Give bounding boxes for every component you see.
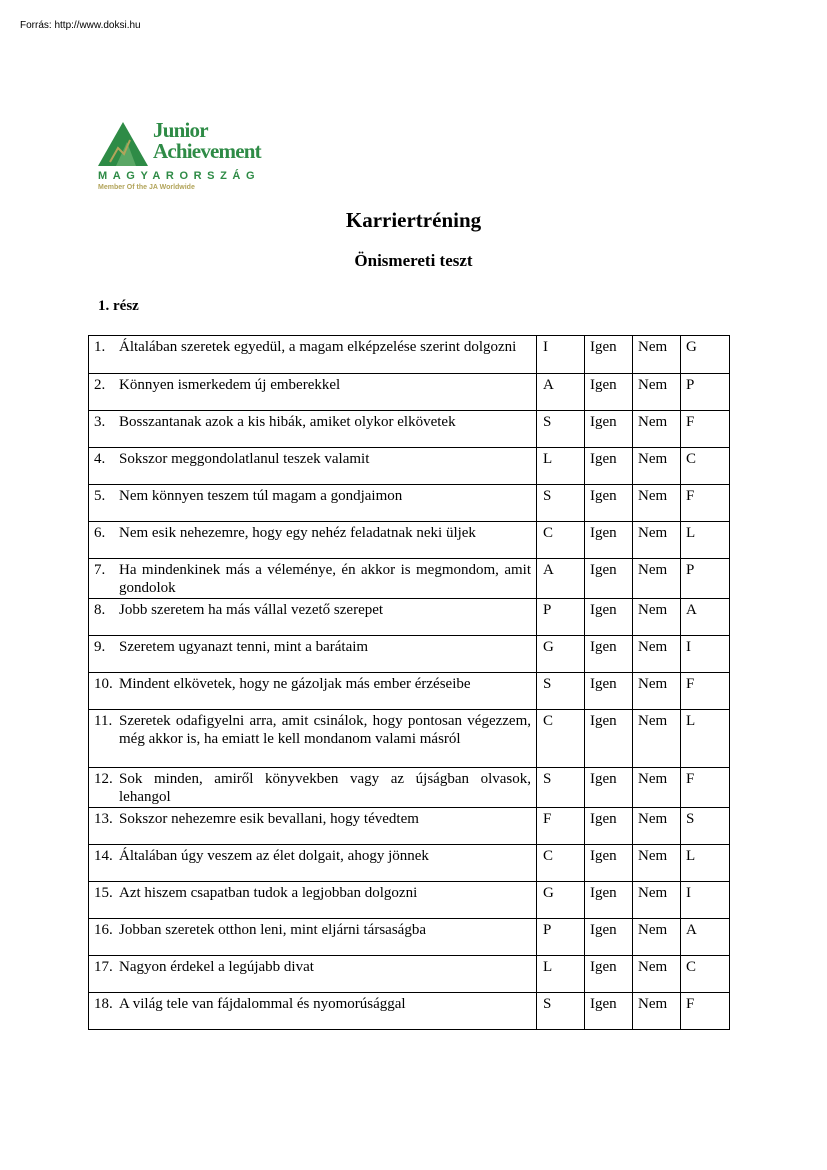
question-number: 7. [94, 562, 106, 578]
question-cell [89, 882, 537, 919]
yes-option[interactable]: Igen [585, 636, 633, 673]
no-option[interactable]: Nem [633, 374, 681, 411]
question-text: Jobb szeretem ha más vállal vezető szerepet [119, 602, 384, 618]
question-cell [89, 411, 537, 448]
question-text: Mindent elkövetek, hogy ne gázoljak más ember érzéseibe [119, 676, 471, 692]
question-row [89, 993, 730, 1030]
question-row [89, 956, 730, 993]
no-option[interactable]: Nem [633, 993, 681, 1030]
question-number: 10. [94, 676, 113, 692]
category-code-cell: F [537, 808, 585, 845]
no-option[interactable]: Nem [633, 673, 681, 710]
question-row [89, 559, 730, 599]
category-code-cell: F [681, 768, 730, 808]
question-row [89, 485, 730, 522]
category-code-cell: A [681, 599, 730, 636]
question-text: Sokszor nehezemre esik bevallani, hogy tévedtem [119, 811, 419, 827]
question-number: 15. [94, 885, 113, 901]
category-code-cell: F [681, 411, 730, 448]
category-code-cell: C [537, 522, 585, 559]
no-option[interactable]: Nem [633, 710, 681, 768]
yes-option[interactable]: Igen [585, 448, 633, 485]
question-row [89, 374, 730, 411]
question-number: 3. [94, 414, 106, 430]
yes-option[interactable]: Igen [585, 956, 633, 993]
yes-option[interactable]: Igen [585, 808, 633, 845]
category-code-cell: P [681, 374, 730, 411]
no-option[interactable]: Nem [633, 599, 681, 636]
category-code-cell: F [681, 673, 730, 710]
yes-option[interactable]: Igen [585, 374, 633, 411]
yes-option[interactable]: Igen [585, 599, 633, 636]
no-option[interactable]: Nem [633, 485, 681, 522]
question-cell [89, 710, 537, 768]
question-text: Ha mindenkinek más a véleménye, én akkor is megmondom, amit gondolok [119, 562, 531, 596]
question-text: Azt hiszem csapatban tudok a legjobban dolgozni [119, 885, 418, 901]
question-row [89, 768, 730, 808]
section-heading: 1. rész [98, 298, 139, 314]
page-subtitle: Önismereti teszt [354, 251, 473, 270]
question-row [89, 522, 730, 559]
yes-option[interactable]: Igen [585, 710, 633, 768]
category-code-cell: C [537, 710, 585, 768]
question-text: Általában szeretek egyedül, a magam elképzelése szerint dolgozni [119, 339, 517, 355]
question-row [89, 673, 730, 710]
category-code-cell: P [681, 559, 730, 599]
question-cell [89, 919, 537, 956]
question-number: 11. [94, 713, 113, 729]
question-number: 4. [94, 451, 106, 467]
junior-achievement-logo [96, 118, 286, 192]
yes-option[interactable]: Igen [585, 485, 633, 522]
category-code-cell: L [681, 710, 730, 768]
question-row [89, 919, 730, 956]
category-code-cell: C [681, 448, 730, 485]
question-row [89, 808, 730, 845]
category-code-cell: A [537, 559, 585, 599]
question-text: Nagyon érdekel a legújabb divat [119, 959, 314, 975]
question-text: A világ tele van fájdalommal és nyomorúsággal [119, 996, 406, 1012]
page-title: Karriertréning [345, 208, 482, 232]
question-number: 18. [94, 996, 113, 1012]
question-cell [89, 559, 537, 599]
question-cell [89, 768, 537, 808]
category-code-cell: C [681, 956, 730, 993]
question-text: Bosszantanak azok a kis hibák, amiket olykor elkövetek [119, 414, 456, 430]
no-option[interactable]: Nem [633, 411, 681, 448]
category-code-cell: S [537, 485, 585, 522]
yes-option[interactable]: Igen [585, 919, 633, 956]
category-code-cell: S [681, 808, 730, 845]
category-code-cell: I [681, 636, 730, 673]
question-cell [89, 808, 537, 845]
yes-option[interactable]: Igen [585, 673, 633, 710]
question-number: 2. [94, 377, 106, 393]
no-option[interactable]: Nem [633, 845, 681, 882]
category-code-cell: S [537, 993, 585, 1030]
no-option[interactable]: Nem [633, 808, 681, 845]
category-code-cell: G [681, 336, 730, 374]
yes-option[interactable]: Igen [585, 522, 633, 559]
yes-option[interactable]: Igen [585, 336, 633, 374]
question-text: Szeretem ugyanazt tenni, mint a barátaim [119, 639, 369, 655]
category-code-cell: I [681, 882, 730, 919]
question-row [89, 710, 730, 768]
question-number: 17. [94, 959, 113, 975]
question-text: Szeretek odafigyelni arra, amit csinálok, hogy pontosan végezzem, még akkor is, ha emiatt le kell mondanom valami másról [119, 713, 531, 747]
yes-option[interactable]: Igen [585, 993, 633, 1030]
question-number: 6. [94, 525, 106, 541]
question-text: Nem könnyen teszem túl magam a gondjaimon [119, 488, 403, 504]
question-row [89, 636, 730, 673]
question-cell [89, 636, 537, 673]
category-code-cell: G [537, 636, 585, 673]
yes-option[interactable]: Igen [585, 768, 633, 808]
no-option[interactable]: Nem [633, 522, 681, 559]
question-cell [89, 845, 537, 882]
category-code-cell: C [537, 845, 585, 882]
question-cell [89, 522, 537, 559]
question-text: Sokszor meggondolatlanul teszek valamit [119, 451, 370, 467]
category-code-cell: S [537, 768, 585, 808]
category-code-cell: S [537, 411, 585, 448]
mountain-logo-icon [96, 118, 152, 168]
no-option[interactable]: Nem [633, 448, 681, 485]
question-text: Nem esik nehezemre, hogy egy nehéz feladatnak neki üljek [119, 525, 476, 541]
question-text: Általában úgy veszem az élet dolgait, ahogy jönnek [119, 848, 429, 864]
question-text: Jobban szeretek otthon leni, mint eljárni társaságba [119, 922, 426, 938]
category-code-cell: L [681, 522, 730, 559]
question-row [89, 882, 730, 919]
question-number: 9. [94, 639, 106, 655]
question-row [89, 411, 730, 448]
question-number: 1. [94, 339, 106, 355]
question-number: 5. [94, 488, 106, 504]
no-option[interactable]: Nem [633, 336, 681, 374]
question-text: Könnyen ismerkedem új emberekkel [119, 377, 341, 393]
yes-option[interactable]: Igen [585, 411, 633, 448]
category-code-cell: F [681, 993, 730, 1030]
question-table-body [89, 336, 730, 1030]
question-text: Sok minden, amiről könyvekben vagy az újságban olvasok, lehangol [119, 771, 531, 805]
yes-option[interactable]: Igen [585, 845, 633, 882]
category-code-cell: L [537, 956, 585, 993]
category-code-cell: F [681, 485, 730, 522]
question-cell [89, 448, 537, 485]
category-code-cell: G [537, 882, 585, 919]
no-option[interactable]: Nem [633, 919, 681, 956]
logo-country: MAGYARORSZÁG [98, 170, 261, 182]
question-row [89, 599, 730, 636]
question-cell [89, 673, 537, 710]
question-row [89, 448, 730, 485]
category-code-cell: L [681, 845, 730, 882]
question-cell [89, 485, 537, 522]
question-row [89, 336, 730, 374]
question-table [88, 335, 730, 1030]
category-code-cell: L [537, 448, 585, 485]
question-number: 13. [94, 811, 113, 827]
category-code-cell: I [537, 336, 585, 374]
question-cell [89, 374, 537, 411]
no-option[interactable]: Nem [633, 768, 681, 808]
category-code-cell: S [537, 673, 585, 710]
question-number: 12. [94, 771, 113, 787]
question-number: 16. [94, 922, 113, 938]
category-code-cell: P [537, 919, 585, 956]
question-cell [89, 956, 537, 993]
category-code-cell: P [537, 599, 585, 636]
question-row [89, 845, 730, 882]
yes-option[interactable]: Igen [585, 882, 633, 919]
question-number: 8. [94, 602, 106, 618]
question-cell [89, 336, 537, 374]
no-option[interactable]: Nem [633, 559, 681, 599]
category-code-cell: A [681, 919, 730, 956]
no-option[interactable]: Nem [633, 636, 681, 673]
question-cell [89, 993, 537, 1030]
no-option[interactable]: Nem [633, 956, 681, 993]
question-cell [89, 599, 537, 636]
category-code-cell: A [537, 374, 585, 411]
logo-member-line: Member Of the JA Worldwide [98, 184, 195, 191]
no-option[interactable]: Nem [633, 882, 681, 919]
question-number: 14. [94, 848, 113, 864]
source-url: Forrás: http://www.doksi.hu [20, 20, 141, 31]
logo-name: Junior Achievement [153, 118, 261, 163]
yes-option[interactable]: Igen [585, 559, 633, 599]
